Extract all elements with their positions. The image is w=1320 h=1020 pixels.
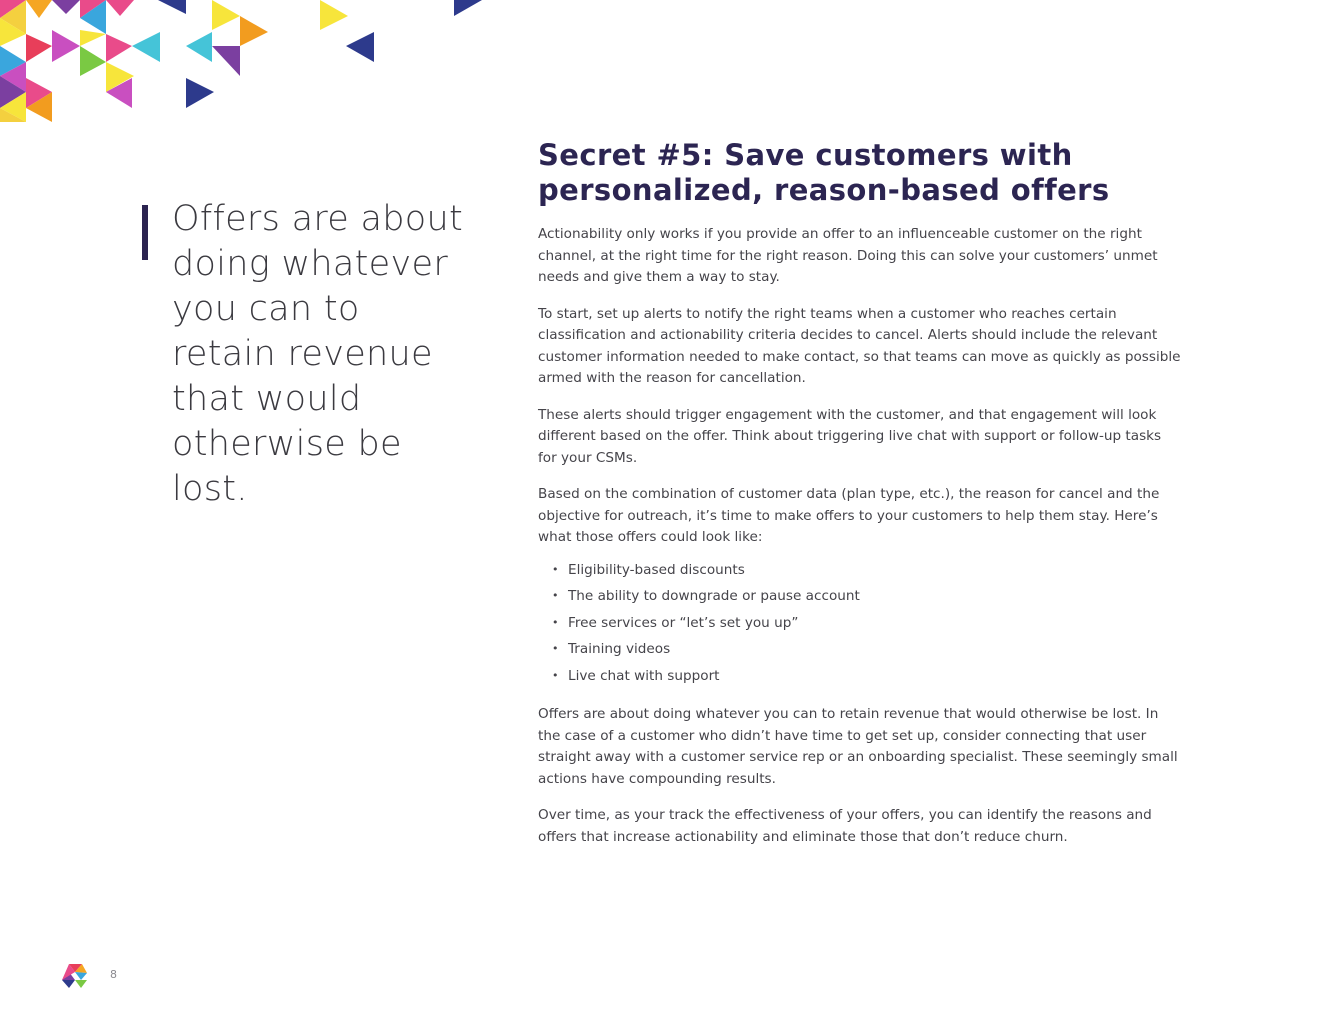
decorative-triangle xyxy=(106,34,132,62)
decorative-triangle xyxy=(26,0,52,18)
decorative-triangle xyxy=(106,0,134,16)
decorative-triangle xyxy=(80,30,106,46)
decorative-triangle xyxy=(186,32,212,62)
article xyxy=(538,138,1183,863)
bullet-icon: • xyxy=(552,615,559,629)
list-item-text: The ability to downgrade or pause account xyxy=(568,588,860,605)
bullet-icon: • xyxy=(552,668,559,682)
bullet-icon: • xyxy=(552,589,559,603)
decorative-triangle xyxy=(240,16,268,46)
paragraph: To start, set up alerts to notify the right teams when a customer who reaches certain classification and actionability criteria decides to cancel. Alerts should include the relevant customer information needed to make contact, so that teams can move as quickly as possible armed with the reason for cancellation. xyxy=(538,305,1181,386)
decorative-triangle xyxy=(320,0,348,30)
list-item xyxy=(538,557,1183,584)
list-item xyxy=(538,583,1183,610)
list-item-text: Eligibility-based discounts xyxy=(568,561,745,578)
brand-logo-icon xyxy=(61,963,88,989)
list-item xyxy=(538,663,1183,690)
list-item-text: Free services or “let’s set you up” xyxy=(568,614,799,631)
paragraph: Actionability only works if you provide an offer to an influenceable customer on the right channel, at the right time for the right reason. Doing this can solve your customers’ unmet needs and give them a way to stay. xyxy=(538,226,1158,285)
pull-quote: Offers are about doing whatever you can to retain revenue that would otherwise be lost. xyxy=(172,199,463,509)
decorative-triangle xyxy=(158,0,186,14)
bullet-icon: • xyxy=(552,642,559,656)
paragraph: Over time, as your track the effectiveness of your offers, you can identify the reasons and offers that increase actionability and eliminate those that don’t reduce churn. xyxy=(538,807,1152,845)
decorative-triangle-pattern xyxy=(0,0,490,130)
list-item-text: Live chat with support xyxy=(568,667,720,684)
bullet-icon: • xyxy=(552,562,559,576)
paragraph: Offers are about doing whatever you can to retain revenue that would otherwise be lost. In the case of a customer who didn’t have time to get set up, consider connecting that user straight away with a customer service rep or an onboarding specialist. These seemingly small actions have compounding results. xyxy=(538,706,1178,787)
decorative-triangle xyxy=(26,34,52,62)
decorative-triangle xyxy=(346,32,374,62)
decorative-triangle xyxy=(186,78,214,108)
page-number: 8 xyxy=(110,968,117,981)
list-item xyxy=(538,610,1183,637)
list-item xyxy=(538,636,1183,663)
decorative-triangle xyxy=(52,30,80,62)
offer-list xyxy=(538,557,1183,690)
list-item-text: Training videos xyxy=(568,641,671,658)
decorative-triangle xyxy=(454,0,482,16)
paragraph: These alerts should trigger engagement with the customer, and that engagement will look different based on the offer. Think about triggering live chat with support or follow-up tasks for your CSMs. xyxy=(538,406,1162,466)
pull-quote-accent-bar xyxy=(142,205,148,260)
paragraph: Based on the combination of customer data (plan type, etc.), the reason for cancel and the objective for outreach, it’s time to make offers to your customers to help them stay. Here’s what those offers could look like: xyxy=(538,486,1160,545)
decorative-triangle xyxy=(132,32,160,62)
section-heading: Secret #5: Save customers with personalized, reason-based offers xyxy=(538,138,1110,207)
decorative-triangle xyxy=(52,0,80,14)
decorative-triangle xyxy=(212,46,240,76)
decorative-triangle xyxy=(80,46,106,76)
decorative-triangle xyxy=(212,0,240,30)
